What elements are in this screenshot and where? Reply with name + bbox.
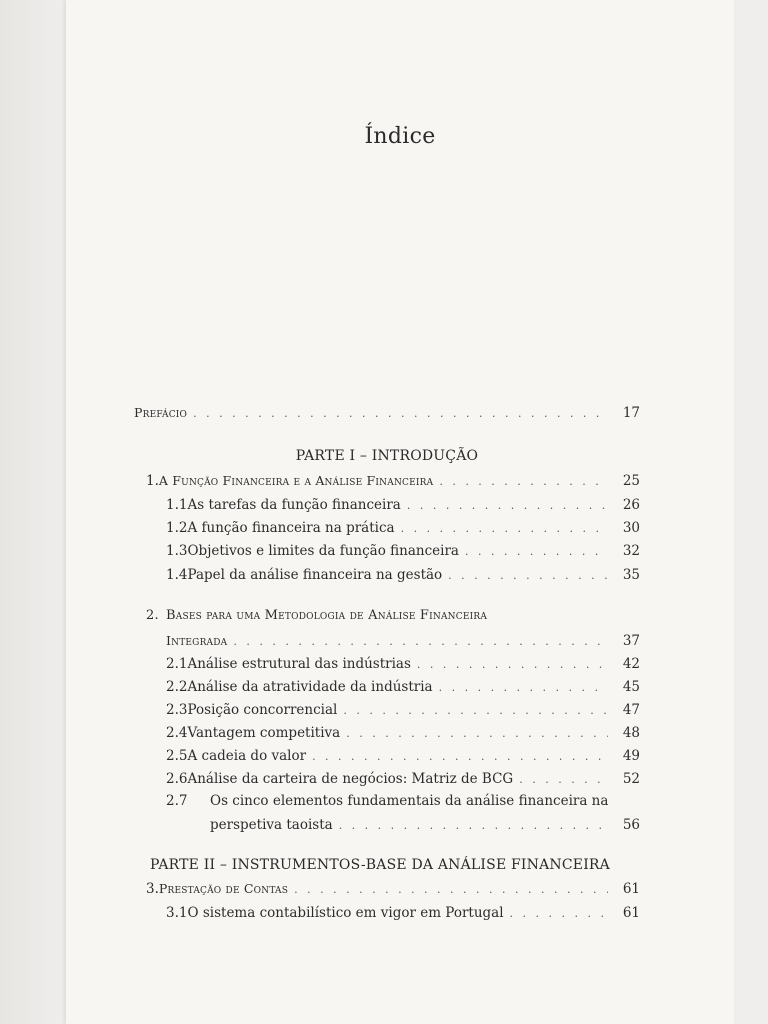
toc-page-number: 61	[622, 881, 640, 897]
toc-section-number: 1.1	[166, 497, 188, 513]
toc-section	[166, 496, 640, 515]
toc-entry-label: Papel da análise financeira na gestão	[187, 567, 443, 583]
toc-section-number: 2.6	[166, 771, 188, 787]
toc-entry-label: O sistema contabilístico em vigor em Portugal	[187, 905, 504, 921]
toc-entry-label: Prefácio	[134, 405, 188, 420]
toc-section-number: 1.4	[166, 567, 188, 583]
toc-entry-label: A cadeia do valor	[187, 748, 307, 764]
leader-dots	[407, 497, 608, 515]
toc-entry-label: Análise da carteira de negócios: Matriz de BCG	[187, 771, 514, 787]
toc-section	[210, 816, 640, 835]
toc-section	[166, 519, 640, 538]
toc-page-number: 35	[622, 567, 640, 583]
toc-page-number: 32	[622, 543, 640, 559]
toc-page-number: 25	[622, 473, 640, 489]
toc-section	[166, 724, 640, 743]
toc-page-number: 42	[622, 656, 640, 672]
toc-section-2-7-line1	[166, 793, 608, 809]
toc-chapter-2	[166, 632, 640, 651]
toc-page-number: 47	[622, 702, 640, 718]
toc-section-number: 3.1	[166, 905, 188, 921]
toc-section	[166, 701, 640, 720]
leader-dots	[448, 567, 608, 585]
toc-entry-label: A Função Financeira e a Análise Financeira	[158, 473, 434, 488]
toc-entry-label: Análise da atratividade da indústria	[187, 679, 433, 695]
toc-page-number: 56	[622, 817, 640, 833]
leader-dots	[439, 679, 608, 697]
leader-dots	[312, 748, 608, 766]
toc-entry-label: perspetiva taoista	[210, 817, 333, 833]
toc-entry-label: A função financeira na prática	[187, 520, 395, 536]
toc-page-number: 17	[622, 405, 640, 421]
toc-section	[166, 678, 640, 697]
toc-section-number: 1.2	[166, 520, 188, 536]
leader-dots	[343, 702, 608, 720]
toc-entry-label: Prestação de Contas	[158, 881, 289, 896]
toc-page-number: 26	[622, 497, 640, 513]
page-title: Índice	[364, 124, 436, 149]
toc-section	[166, 566, 640, 585]
toc-chapter-3	[146, 880, 640, 899]
toc-section-number: 2.3	[166, 702, 188, 718]
toc-page-number: 45	[622, 679, 640, 695]
toc-page-number: 49	[622, 748, 640, 764]
toc-section	[166, 542, 640, 561]
toc-page-number: 30	[622, 520, 640, 536]
leader-dots	[417, 656, 608, 674]
toc-entry-prefacio	[134, 404, 640, 423]
toc-chapter-1	[146, 472, 640, 491]
toc-section	[166, 655, 640, 674]
toc-entry-label: Integrada	[166, 633, 228, 648]
leader-dots	[294, 881, 608, 899]
toc-section-number: 2.1	[166, 656, 188, 672]
toc-section-number: 2.5	[166, 748, 188, 764]
toc-entry-label: Bases para uma Metodologia de Análise Financeira	[166, 608, 488, 623]
leader-dots	[439, 473, 608, 491]
leader-dots	[465, 543, 608, 561]
toc-chapter-number: 3.	[146, 881, 159, 897]
leader-dots	[346, 725, 608, 743]
part-heading: PARTE II – INSTRUMENTOS-BASE DA ANÁLISE FINANCEIRA	[150, 857, 610, 873]
toc-chapter-number: 1.	[146, 473, 159, 489]
book-spine-shadow	[0, 0, 66, 1024]
part-heading: PARTE I – INTRODUÇÃO	[295, 448, 479, 464]
leader-dots	[339, 817, 608, 835]
toc-entry-label: Posição concorrencial	[187, 702, 338, 718]
toc-entry-label: Vantagem competitiva	[187, 725, 341, 741]
toc-section-number: 2.4	[166, 725, 188, 741]
leader-dots	[519, 771, 608, 789]
toc-section	[166, 904, 640, 923]
toc-entry-label: Os cinco elementos fundamentais da análise financeira na	[210, 793, 609, 809]
leader-dots	[233, 633, 608, 651]
toc-section-number: 1.3	[166, 543, 188, 559]
leader-dots	[510, 905, 608, 923]
toc-section-number: 2.7	[166, 793, 188, 809]
toc-entry-label: Análise estrutural das indústrias	[187, 656, 411, 672]
leader-dots	[193, 405, 608, 423]
toc-chapter-number: 2.	[146, 608, 159, 623]
leader-dots	[401, 520, 608, 538]
toc-section	[166, 747, 640, 766]
toc-section	[166, 770, 640, 789]
book-page	[66, 0, 734, 1024]
toc-page-number: 37	[622, 633, 640, 649]
toc-section-number: 2.2	[166, 679, 188, 695]
toc-page-number: 52	[622, 771, 640, 787]
toc-entry-label: Objetivos e limites da função financeira	[187, 543, 459, 559]
toc-page-number: 61	[622, 905, 640, 921]
toc-page-number: 48	[622, 725, 640, 741]
toc-entry-label: As tarefas da função financeira	[187, 497, 401, 513]
toc-chapter-2-line1	[146, 608, 487, 623]
